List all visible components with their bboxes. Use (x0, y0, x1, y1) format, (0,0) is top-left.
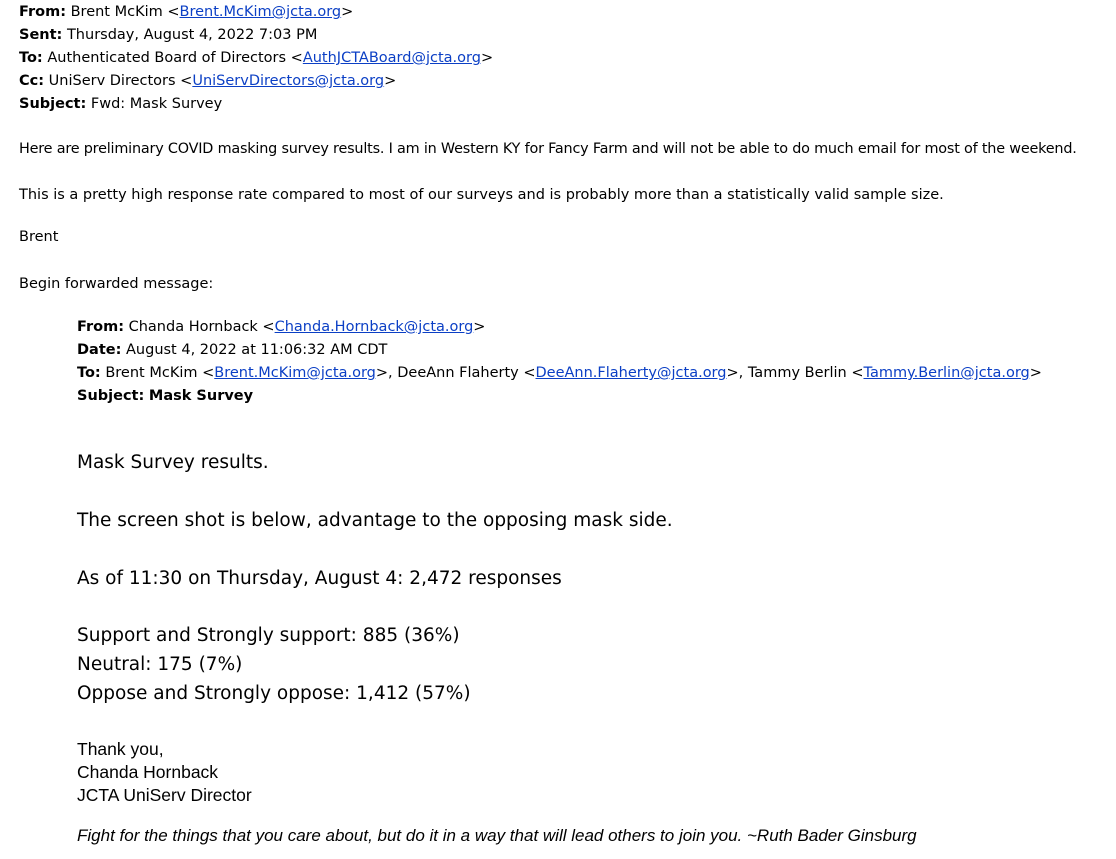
cc-email-link[interactable]: UniServDirectors@jcta.org (192, 73, 385, 89)
msg-line-3: As of 11:30 on Thursday, August 4: 2,472 responses (77, 568, 562, 589)
to-email-link[interactable]: AuthJCTABoard@jcta.org (302, 50, 481, 66)
fwd-to-email-3[interactable]: Tammy.Berlin@jcta.org (863, 365, 1030, 381)
fwd-to: To: Brent McKim <Brent.McKim@jcta.org>, DeeAnn Flaherty <DeeAnn.Flaherty@jcta.org>, Tammy Berlin <Tammy.Berlin@jcta.org> (77, 365, 1042, 381)
body-line-2: This is a pretty high response rate compared to most of our surveys and is probably more than a statistically valid sample size. (19, 187, 944, 203)
header-to: To: Authenticated Board of Directors <AuthJCTABoard@jcta.org> (19, 50, 494, 66)
msg-oppose: Oppose and Strongly oppose: 1,412 (57%) (77, 683, 471, 704)
fwd-to-email-1[interactable]: Brent.McKim@jcta.org (214, 365, 376, 381)
fwd-from-email-link[interactable]: Chanda.Hornback@jcta.org (274, 319, 474, 335)
msg-line-1: Mask Survey results. (77, 452, 269, 473)
fwd-subject: Subject: Mask Survey (77, 388, 254, 404)
header-from: From: Brent McKim <Brent.McKim@jcta.org> (19, 4, 354, 20)
fwd-date: Date: August 4, 2022 at 11:06:32 AM CDT (77, 342, 388, 358)
msg-neutral: Neutral: 175 (7%) (77, 654, 243, 675)
sig-name: Chanda Hornback (77, 762, 219, 782)
sig-quote: Fight for the things that you care about, but do it in a way that will lead others to join you. ~Ruth Bader Ginsburg (77, 826, 917, 845)
msg-line-2: The screen shot is below, advantage to the opposing mask side. (77, 510, 673, 531)
fwd-to-email-2[interactable]: DeeAnn.Flaherty@jcta.org (535, 365, 727, 381)
sig-thanks: Thank you, (77, 739, 164, 759)
from-email-link[interactable]: Brent.McKim@jcta.org (179, 4, 342, 20)
header-sent: Sent: Thursday, August 4, 2022 7:03 PM (19, 27, 318, 43)
header-cc: Cc: UniServ Directors <UniServDirectors@jcta.org> (19, 73, 397, 89)
msg-support: Support and Strongly support: 885 (36%) (77, 625, 460, 646)
body-line-1: Here are preliminary COVID masking survey results. I am in Western KY for Fancy Farm and will not be able to do much email for most of the weekend. (19, 141, 1077, 157)
header-subject: Subject: Fwd: Mask Survey (19, 96, 223, 112)
forward-intro: Begin forwarded message: (19, 276, 214, 292)
fwd-from: From: Chanda Hornback <Chanda.Hornback@jcta.org> (77, 319, 486, 335)
sig-title: JCTA UniServ Director (77, 785, 252, 805)
body-signoff: Brent (19, 229, 59, 245)
